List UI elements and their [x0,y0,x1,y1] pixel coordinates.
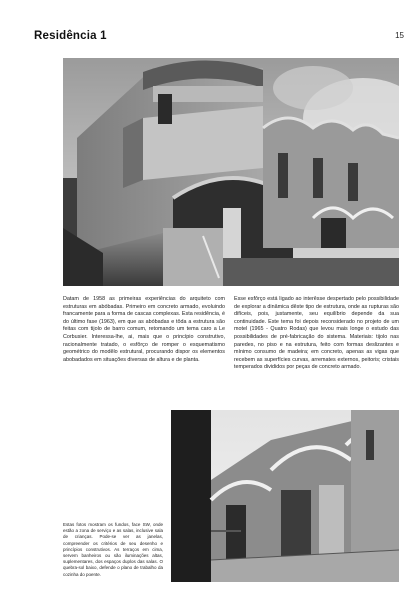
body-text-right-column: Esse esfôrço está ligado ao interêsse despertado pelo possibilidade de explorar a dinâmica dêste tipo de estrutura, onde as rupturas são difíceis, pois, justamente, seu equilíbrio depende da sua continuidade. Este tema foi depois reconsiderado no projeto de um motel (1965 - Quatro Rodas) que levou mais longe o estudo das possibilidades de pré-fabricação do sistema. Materiais: tijolo nas paredes, no piso e na estrutura, feito com formas deslizantes e mínimo consumo de madeira; em concreto, apenas as vigas que recebem as superfícies curvas, arremates externos, peitoris; cristais temperados divididos por peças de concreto armado. [234,296,399,371]
photo-caption: Estas fotos mostram os fundos, face SW, onde estão a zona de serviço e as salas, inclusive sala de crianças. Pode-se ver as janelas, compreender os critérios de seu desenho e princípios construtivos. As terraços em cima, servem banheiros ou são iluminações altas, suplementares, dos espaços duplos das salas. O quebra-sol baixo, defende o plano de trabalho da cozinha do poente. [63,522,163,577]
page-title: Residência 1 [34,30,107,42]
bottom-photo-image [171,410,399,582]
body-text-left-column: Datam de 1958 as primeiras experiências do arquiteto com estruturas em abóbadas. Primeiro em concreto armado, evoluindo francamente para a forma de cascas complexas. Esta residência, é do último fase (1963), em que as abóbadas e tôda a estrutura são feitas com tijolo de barro comum, retomando um tema caro a Le Corbusier. Interessa-lhe, ai, mais que o princípio construtivo, racionalmente tratado, o esfôrço de romper o esquematismo geométrico do modêlo estrutural, procurando dispor os elementos abobadados em situações diversas de altura e de planta. [63,296,225,363]
top-photo-image [63,58,399,286]
bottom-photo [171,410,399,582]
top-photo [63,58,399,286]
page-number: 15 [395,31,404,40]
